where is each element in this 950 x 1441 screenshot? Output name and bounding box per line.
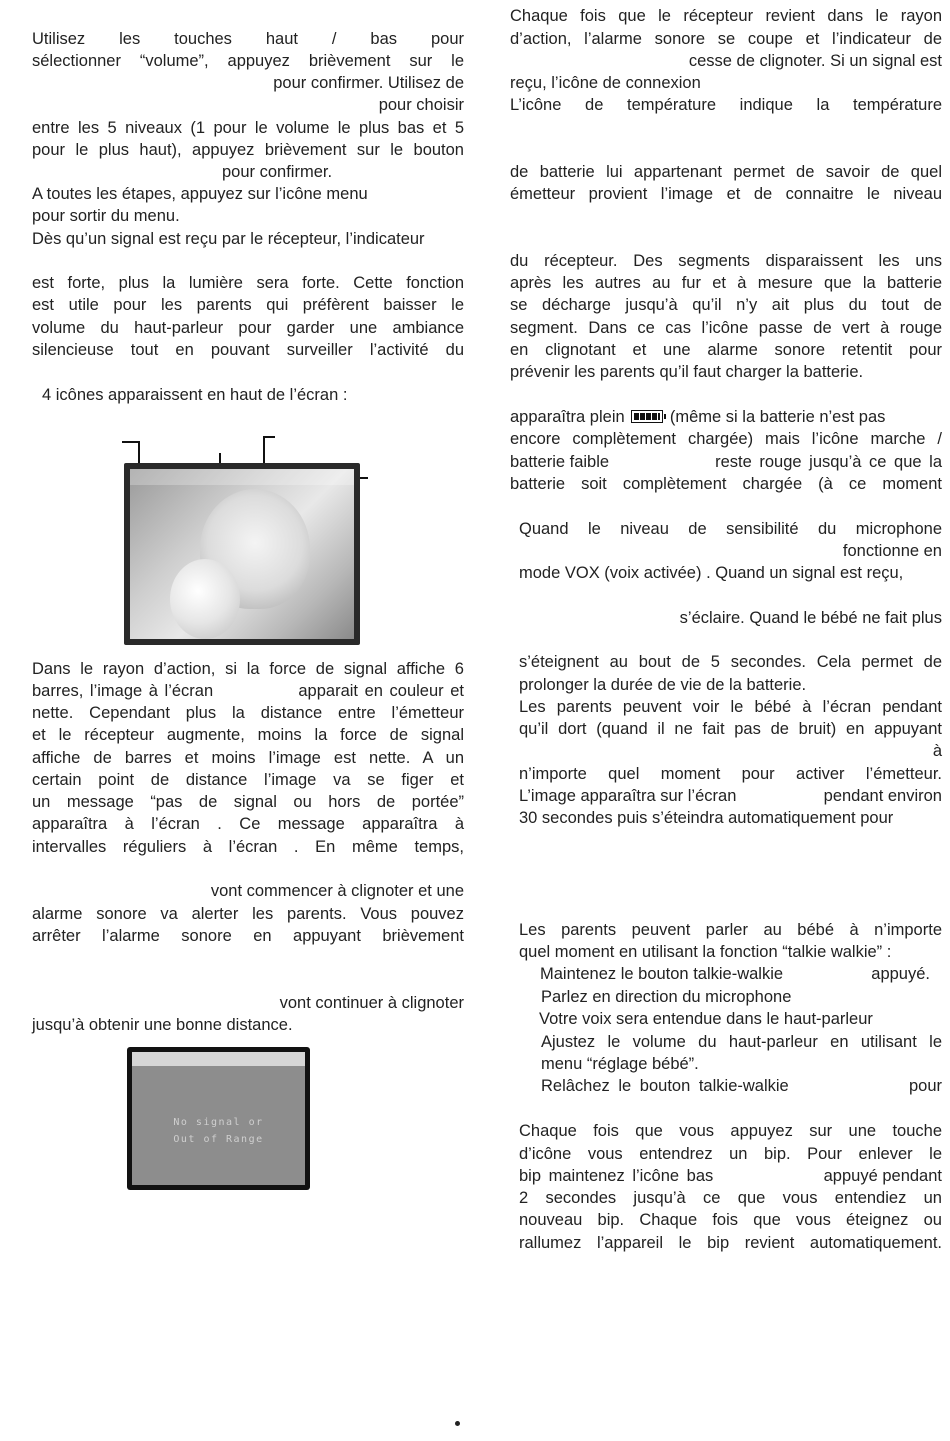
no-signal-screen-image bbox=[127, 1047, 310, 1190]
text-line: après les autres au fur et à mesure que la batterie bbox=[510, 274, 942, 292]
text-line: d’icône vous entendrez un bip. Pour enlever le bbox=[519, 1145, 942, 1163]
text-line bbox=[519, 785, 942, 807]
text-line: en clignotant et une alarme sonore retentit pour bbox=[510, 341, 942, 359]
text-line: rallumez l’appareil le bip revient automatiquement. bbox=[519, 1234, 942, 1252]
text-line: de batterie lui appartenant permet de savoir de quel bbox=[510, 163, 942, 181]
text-line: pour le plus haut), appuyez brièvement sur le bouton bbox=[32, 141, 464, 159]
text-line: mode VOX (voix activée) . Quand un signal est reçu, bbox=[519, 564, 904, 582]
text-line: cesse de clignoter. Si un signal est bbox=[688, 52, 942, 70]
text-line: prolonger la durée de vie de la batterie. bbox=[519, 676, 807, 694]
text-line: pour choisir bbox=[378, 96, 464, 114]
text-fragment: barres, l’image à l’écran bbox=[32, 682, 214, 700]
toy bbox=[170, 559, 240, 639]
text-line: et le récepteur augmente, moins la force de signal bbox=[32, 726, 464, 744]
text-line: L’icône de température indique la température bbox=[510, 96, 942, 114]
no-signal-line: No signal or bbox=[173, 1117, 264, 1128]
text-line: intervalles réguliers à l’écran . En même temps, bbox=[32, 838, 464, 856]
text-line: Les parents peuvent parler au bébé à n’importe bbox=[519, 921, 942, 939]
text-line: du récepteur. Des segments disparaissent les uns bbox=[510, 252, 942, 270]
text-line: encore complètement chargée) mais l’icône marche / bbox=[510, 430, 942, 448]
text-line: volume du haut-parleur pour garder une ambiance bbox=[32, 319, 464, 337]
text-line: qu’il dort (quand il ne fait pas de bruit) en appuyant bbox=[519, 720, 942, 738]
text-line: affiche de barres et moins l’image est nette. A un bbox=[32, 749, 464, 767]
callout-line bbox=[138, 441, 140, 465]
baby-monitor-screen-image bbox=[124, 463, 360, 645]
text-fragment: reste rouge jusqu’à ce que la bbox=[715, 453, 942, 471]
text-line: n’importe quel moment pour activer l’émetteur. bbox=[519, 765, 942, 783]
text-line: à bbox=[932, 742, 942, 760]
text-line: 4 icônes apparaissent en haut de l’écran : bbox=[42, 386, 348, 404]
screen-status-bar bbox=[130, 469, 354, 485]
text-line: Dans le rayon d’action, si la force de signal affiche 6 bbox=[32, 660, 464, 678]
no-signal-line: Out of Range bbox=[173, 1134, 264, 1145]
text-line bbox=[32, 680, 464, 702]
text-line bbox=[541, 1075, 942, 1097]
text-fragment: pour bbox=[908, 1077, 942, 1095]
text-line: certain point de distance l’image va se figer et bbox=[32, 771, 464, 789]
text-fragment: (même si la batterie n’est pas bbox=[669, 408, 886, 426]
text-fragment: apparaîtra plein bbox=[510, 408, 625, 426]
text-line: Dès qu’un signal est reçu par le récepteur, l’indicateur bbox=[32, 230, 425, 248]
text-line: est utile pour les parents qui préfèrent baisser le bbox=[32, 296, 464, 314]
text-line: pour confirmer. Utilisez de bbox=[273, 74, 464, 92]
text-fragment: Maintenez le bouton talkie-walkie bbox=[540, 965, 784, 983]
text-line: vont continuer à clignoter bbox=[279, 994, 464, 1012]
text-line: batterie soit complètement chargée (à ce moment bbox=[510, 475, 942, 493]
text-line: Les parents peuvent voir le bébé à l’écran pendant bbox=[519, 698, 942, 716]
text-line: entre les 5 niveaux (1 pour le volume le plus bas et 5 bbox=[32, 119, 464, 137]
text-line: Ajustez le volume du haut-parleur en utilisant le bbox=[541, 1033, 942, 1051]
text-line: nouveau bip. Chaque fois que vous éteignez ou bbox=[519, 1211, 942, 1229]
text-line: fonctionne en bbox=[842, 542, 942, 560]
text-fragment: pendant environ bbox=[823, 787, 942, 805]
text-line: Utilisez les touches haut / bas pour bbox=[32, 30, 464, 48]
text-fragment: Relâchez le bouton talkie-walkie bbox=[541, 1077, 789, 1095]
text-line bbox=[519, 1165, 942, 1187]
text-line: 2 secondes jusqu’à ce que vous entendiez un bbox=[519, 1189, 942, 1207]
text-line: menu “réglage bébé”. bbox=[541, 1055, 699, 1073]
text-line: arrêter l’alarme sonore en appuyant brièvement bbox=[32, 927, 464, 945]
text-line: Chaque fois que vous appuyez sur une touche bbox=[519, 1122, 942, 1140]
text-line: alarme sonore va alerter les parents. Vous pouvez bbox=[32, 905, 464, 923]
text-fragment: appuyé. bbox=[871, 965, 930, 983]
text-line bbox=[540, 963, 942, 985]
text-line: pour sortir du menu. bbox=[32, 207, 180, 225]
text-fragment: bip maintenez l’icône bas bbox=[519, 1167, 714, 1185]
text-line: nette. Cependant plus la distance entre l’émetteur bbox=[32, 704, 464, 722]
text-line: silencieuse tout en pouvant surveiller l’activité du bbox=[32, 341, 464, 359]
text-line: quel moment en utilisant la fonction “talkie walkie” : bbox=[519, 943, 892, 961]
text-line: Votre voix sera entendue dans le haut-parleur bbox=[539, 1010, 873, 1028]
text-line: est forte, plus la lumière sera forte. Cette fonction bbox=[32, 274, 464, 292]
text-line: Chaque fois que le récepteur revient dans le rayon bbox=[510, 7, 942, 25]
screen-status-bar bbox=[132, 1052, 305, 1066]
no-signal-display bbox=[132, 1052, 305, 1185]
no-signal-message bbox=[132, 1114, 305, 1148]
text-line: jusqu’à obtenir une bonne distance. bbox=[32, 1016, 293, 1034]
text-line: Parlez en direction du microphone bbox=[541, 988, 792, 1006]
page-dot bbox=[455, 1421, 460, 1426]
text-line: 30 secondes puis s’éteindra automatiquement pour bbox=[519, 809, 894, 827]
text-line: un message “pas de signal ou hors de portée” bbox=[32, 793, 464, 811]
text-line bbox=[510, 406, 942, 428]
text-fragment: batterie faible bbox=[510, 453, 610, 471]
text-line: se décharge jusqu’à qu’il n’y ait plus du tout de bbox=[510, 296, 942, 314]
text-line: s’éteignent au bout de 5 secondes. Cela permet de bbox=[519, 653, 942, 671]
text-line: Quand le niveau de sensibilité du microphone bbox=[519, 520, 942, 538]
text-line: émetteur provient l’image et de connaitre le niveau bbox=[510, 185, 942, 203]
text-fragment: appuyé pendant bbox=[823, 1167, 942, 1185]
text-line: apparaîtra à l’écran . Ce message apparaîtra à bbox=[32, 815, 464, 833]
text-line bbox=[510, 451, 942, 473]
text-line: A toutes les étapes, appuyez sur l’icône menu bbox=[32, 185, 368, 203]
battery-full-icon bbox=[631, 410, 663, 423]
text-line: segment. Dans ce cas l’icône passe de vert à rouge bbox=[510, 319, 942, 337]
text-line: reçu, l’icône de connexion bbox=[510, 74, 701, 92]
text-fragment: apparait en couleur et bbox=[298, 682, 464, 700]
text-line: prévenir les parents qu’il faut charger la batterie. bbox=[510, 363, 864, 381]
text-line: d’action, l’alarme sonore se coupe et l’indicateur de bbox=[510, 30, 942, 48]
callout-line bbox=[263, 436, 265, 466]
text-fragment: L’image apparaîtra sur l’écran bbox=[519, 787, 737, 805]
text-line: vont commencer à clignoter et une bbox=[210, 882, 464, 900]
text-line: s’éclaire. Quand le bébé ne fait plus bbox=[679, 609, 942, 627]
text-line: pour confirmer. bbox=[222, 163, 333, 181]
text-line: sélectionner “volume”, appuyez brièvement sur le bbox=[32, 52, 464, 70]
baby-photo bbox=[130, 469, 354, 639]
